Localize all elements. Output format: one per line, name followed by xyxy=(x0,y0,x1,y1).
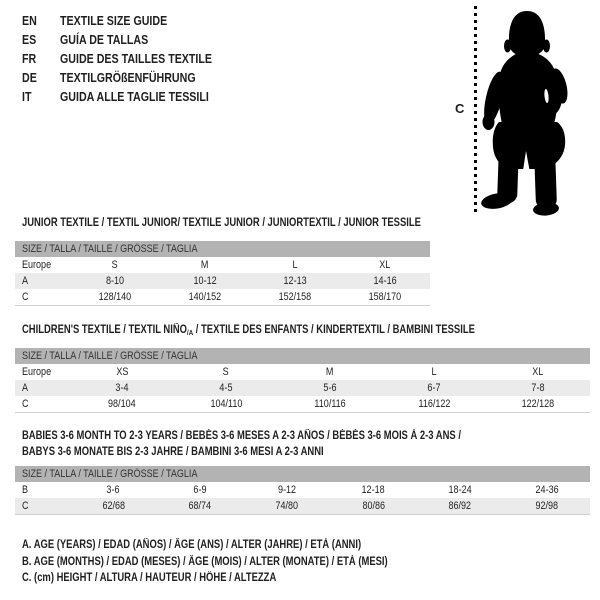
text: TEXTILE SIZE GUIDE xyxy=(60,13,168,28)
text xyxy=(22,215,421,231)
row-label-cell xyxy=(15,380,70,396)
table-row xyxy=(15,396,590,412)
table-row xyxy=(15,380,590,396)
text: 7-8 xyxy=(531,382,545,394)
table-row xyxy=(15,257,430,273)
text: 9-12 xyxy=(277,484,296,496)
language-list xyxy=(22,11,245,106)
text: B. AGE (MONTHS) / EDAD (MESES) / ÂGE (MOIS) / ALTER (MONATE) / ETÀ (MESI) xyxy=(22,555,388,568)
text: C. (cm) HEIGHT / ALTURA / HAUTEUR / HÖHE / ALTEZZA xyxy=(22,572,277,584)
text: 98/104 xyxy=(108,398,136,410)
text: JUNIOR TEXTILE / TEXTIL JUNIOR/ TEXTILE JUNIOR / JUNIORTEXTIL / JUNIOR TESSILE xyxy=(22,217,421,229)
section-title xyxy=(22,215,508,231)
text: 140/152 xyxy=(188,291,222,303)
size-value-cell xyxy=(243,498,330,514)
text: M xyxy=(201,259,209,271)
figure-panel xyxy=(452,0,600,222)
table-row xyxy=(15,482,590,498)
size-value-cell xyxy=(70,498,157,514)
size-value-cell xyxy=(278,364,382,380)
row-label-cell xyxy=(15,396,70,412)
size-value-cell xyxy=(330,498,417,514)
text: 80/86 xyxy=(362,500,385,512)
text: C xyxy=(22,500,29,512)
text: 116/122 xyxy=(418,398,450,410)
language-label xyxy=(60,89,242,104)
subscript-text: /A xyxy=(187,328,194,337)
text: Europe xyxy=(22,366,52,378)
text: BABIES 3-6 MONTH TO 2-3 YEARS / BEBÉS 3-6 MESES A 2-3 AÑOS / BÉBÉS 3-6 MOIS À 2-3 ANS / xyxy=(22,430,461,442)
size-value-cell xyxy=(250,289,340,305)
size-value-cell xyxy=(250,273,340,289)
table-row xyxy=(15,289,430,305)
height-measure-line xyxy=(474,6,477,214)
text: L xyxy=(431,366,437,378)
language-row xyxy=(22,87,245,106)
size-value-cell xyxy=(382,396,486,412)
table-row xyxy=(15,364,590,380)
language-code xyxy=(22,13,60,28)
text: FR xyxy=(22,51,37,66)
size-value-cell xyxy=(382,380,486,396)
size-value-cell xyxy=(70,257,160,273)
text: 92/98 xyxy=(535,500,558,512)
section-title-line xyxy=(22,215,508,231)
size-value-cell xyxy=(157,498,244,514)
size-table xyxy=(15,466,590,515)
size-value-cell xyxy=(486,380,590,396)
section-title-line xyxy=(22,444,557,460)
toddler-silhouette-icon xyxy=(480,4,580,218)
section-title-line xyxy=(22,322,574,338)
size-value-cell xyxy=(417,498,504,514)
text xyxy=(22,444,324,460)
size-value-cell xyxy=(503,482,590,498)
text: SIZE / TALLA / TAILLE / GRÖSSE / TAGLIA xyxy=(22,468,198,480)
size-table xyxy=(15,348,590,413)
text: 68/74 xyxy=(188,500,212,512)
text: TEXTILGRÖßENFÜHRUNG xyxy=(60,70,196,85)
text: BABYS 3-6 MONATE BIS 2-3 JAHRE / BAMBINI 3-6 MESI A 2-3 ANNI xyxy=(22,446,324,458)
text: L xyxy=(292,259,298,271)
size-value-cell xyxy=(340,289,430,305)
text: XL xyxy=(532,366,544,378)
text: 128/140 xyxy=(98,291,132,303)
language-code xyxy=(22,70,60,85)
text: 104/110 xyxy=(210,398,242,410)
size-value-cell xyxy=(160,289,250,305)
text: C xyxy=(22,398,29,410)
size-table-header xyxy=(15,466,590,482)
language-code xyxy=(22,89,60,104)
footnote-line xyxy=(22,537,468,554)
text: Europe xyxy=(22,259,52,271)
text: A xyxy=(22,382,29,394)
language-code xyxy=(22,51,60,66)
text: GUIDA ALLE TAGLIE TESSILI xyxy=(60,89,209,104)
row-label-cell xyxy=(15,289,70,305)
text: S xyxy=(111,259,119,271)
size-value-cell xyxy=(174,396,278,412)
text: 158/170 xyxy=(368,291,402,303)
text: XL xyxy=(379,259,391,271)
footnote-line xyxy=(22,554,468,571)
text: M xyxy=(326,366,334,378)
text: 14-16 xyxy=(373,275,397,287)
text: 6-9 xyxy=(193,484,207,496)
footnotes xyxy=(22,537,468,587)
language-label xyxy=(60,13,191,28)
language-row xyxy=(22,30,245,49)
row-label-cell xyxy=(15,364,70,380)
size-value-cell xyxy=(70,396,174,412)
text: GUIDE DES TAILLES TEXTILE xyxy=(60,51,213,66)
size-value-cell xyxy=(278,380,382,396)
language-code xyxy=(22,32,60,47)
section-title xyxy=(22,428,557,460)
section-title xyxy=(22,322,574,338)
size-table xyxy=(15,241,430,306)
text: 3-6 xyxy=(106,484,120,496)
language-label xyxy=(60,51,245,66)
size-table-header xyxy=(15,348,590,364)
text: SIZE / TALLA / TAILLE / GRÖSSE / TAGLIA xyxy=(22,350,198,362)
text: SIZE / TALLA / TAILLE / GRÖSSE / TAGLIA xyxy=(22,243,198,255)
text: CHILDREN'S TEXTILE / TEXTIL NIÑO xyxy=(22,324,188,336)
row-label-cell xyxy=(15,257,70,273)
size-value-cell xyxy=(417,482,504,498)
size-value-cell xyxy=(486,364,590,380)
text: A. AGE (YEARS) / EDAD (AÑOS) / ÂGE (ANS) / ALTER (JAHRE) / ETÀ (ANNI) xyxy=(22,539,362,551)
text: IT xyxy=(22,89,32,104)
text: 110/116 xyxy=(314,398,346,410)
text: 12-18 xyxy=(361,484,385,496)
text: 152/158 xyxy=(278,291,312,303)
text: 4-5 xyxy=(219,382,233,394)
size-value-cell xyxy=(382,364,486,380)
size-value-cell xyxy=(160,273,250,289)
size-value-cell xyxy=(70,289,160,305)
text: 6-7 xyxy=(427,382,441,394)
footnote-line xyxy=(22,570,468,587)
text: 5-6 xyxy=(323,382,337,394)
text: EN xyxy=(22,13,37,28)
size-value-cell xyxy=(174,364,278,380)
text: 74/80 xyxy=(275,500,298,512)
language-row xyxy=(22,11,245,30)
size-value-cell xyxy=(70,482,157,498)
language-label xyxy=(60,70,225,85)
size-value-cell xyxy=(70,380,174,396)
text: DE xyxy=(22,70,37,85)
table-row xyxy=(15,498,590,514)
text: 24-36 xyxy=(535,484,559,496)
text: 3-4 xyxy=(115,382,129,394)
row-label-cell xyxy=(15,498,70,514)
size-value-cell xyxy=(278,396,382,412)
size-table-header xyxy=(15,241,430,257)
size-value-cell xyxy=(157,482,244,498)
size-value-cell xyxy=(243,482,330,498)
row-label-cell xyxy=(15,482,70,498)
measure-label-c: C xyxy=(455,101,465,116)
size-value-cell xyxy=(70,273,160,289)
text: A xyxy=(22,275,29,287)
section-title-line xyxy=(22,428,557,444)
text: 86/92 xyxy=(448,500,472,512)
size-value-cell xyxy=(160,257,250,273)
text: XS xyxy=(115,366,129,378)
size-value-cell xyxy=(330,482,417,498)
text: 12-13 xyxy=(283,275,307,287)
row-label-cell xyxy=(15,273,70,289)
size-value-cell xyxy=(503,498,590,514)
language-row xyxy=(22,68,245,87)
language-label xyxy=(60,32,168,47)
text: 122/128 xyxy=(521,398,555,410)
size-value-cell xyxy=(486,396,590,412)
size-value-cell xyxy=(174,380,278,396)
size-value-cell xyxy=(250,257,340,273)
text: GUÍA DE TALLAS xyxy=(60,32,149,47)
text: 62/68 xyxy=(102,500,125,512)
text: C xyxy=(22,291,29,303)
text: S xyxy=(222,366,230,378)
text: / TEXTILE DES ENFANTS / KINDERTEXTIL / BAMBINI TESSILE xyxy=(193,324,475,336)
text: 18-24 xyxy=(448,484,472,496)
text: 10-12 xyxy=(193,275,217,287)
language-row xyxy=(22,49,245,68)
text: B xyxy=(22,484,29,496)
size-value-cell xyxy=(70,364,174,380)
text xyxy=(22,322,475,341)
size-value-cell xyxy=(340,273,430,289)
text: ES xyxy=(22,32,37,47)
table-row xyxy=(15,273,430,289)
text: 8-10 xyxy=(105,275,125,287)
text xyxy=(22,428,461,444)
size-value-cell xyxy=(340,257,430,273)
